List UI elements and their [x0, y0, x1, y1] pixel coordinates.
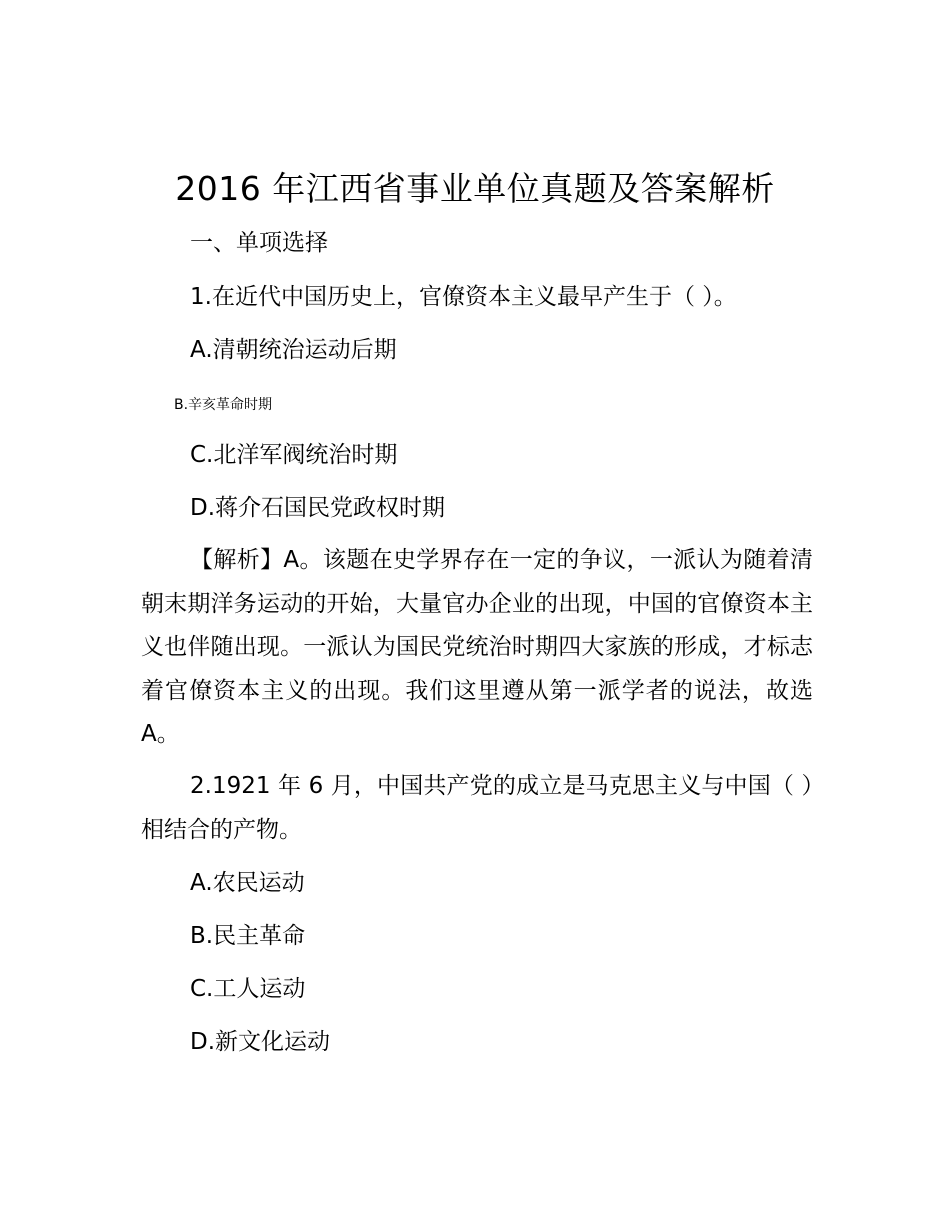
question-2-stem: 2.1921 年 6 月，中国共产党的成立是马克思主义与中国（ ）相结合的产物。: [141, 773, 813, 843]
page-title: 2016 年江西省事业单位真题及答案解析: [175, 169, 775, 208]
question-2-option-d: D.新文化运动: [190, 1029, 331, 1055]
question-2-option-c: C.工人运动: [190, 976, 306, 1002]
question-1-analysis: 【解析】A。该题在史学界存在一定的争议，一派认为随着清朝末期洋务运动的开始，大量官办企业的出现，中国的官僚资本主义也伴随出现。一派认为国民党统治时期四大家族的形成，才标志着官僚资本主义的出现。我们这里遵从第一派学者的说法，故选 A。: [141, 547, 813, 747]
question-1-option-d: D.蒋介石国民党政权时期: [190, 495, 446, 521]
question-1-stem: 1.在近代中国历史上，官僚资本主义最早产生于（ ）。: [190, 284, 737, 310]
question-1-option-c: C.北洋军阀统治时期: [190, 442, 398, 468]
question-1-option-b: B.辛亥革命时期: [174, 397, 273, 413]
question-2-option-b: B.民主革命: [190, 923, 306, 949]
section-heading: 一、单项选择: [190, 230, 328, 256]
question-2-option-a: A.农民运动: [190, 870, 305, 896]
question-1-option-a: A.清朝统治运动后期: [190, 337, 397, 363]
